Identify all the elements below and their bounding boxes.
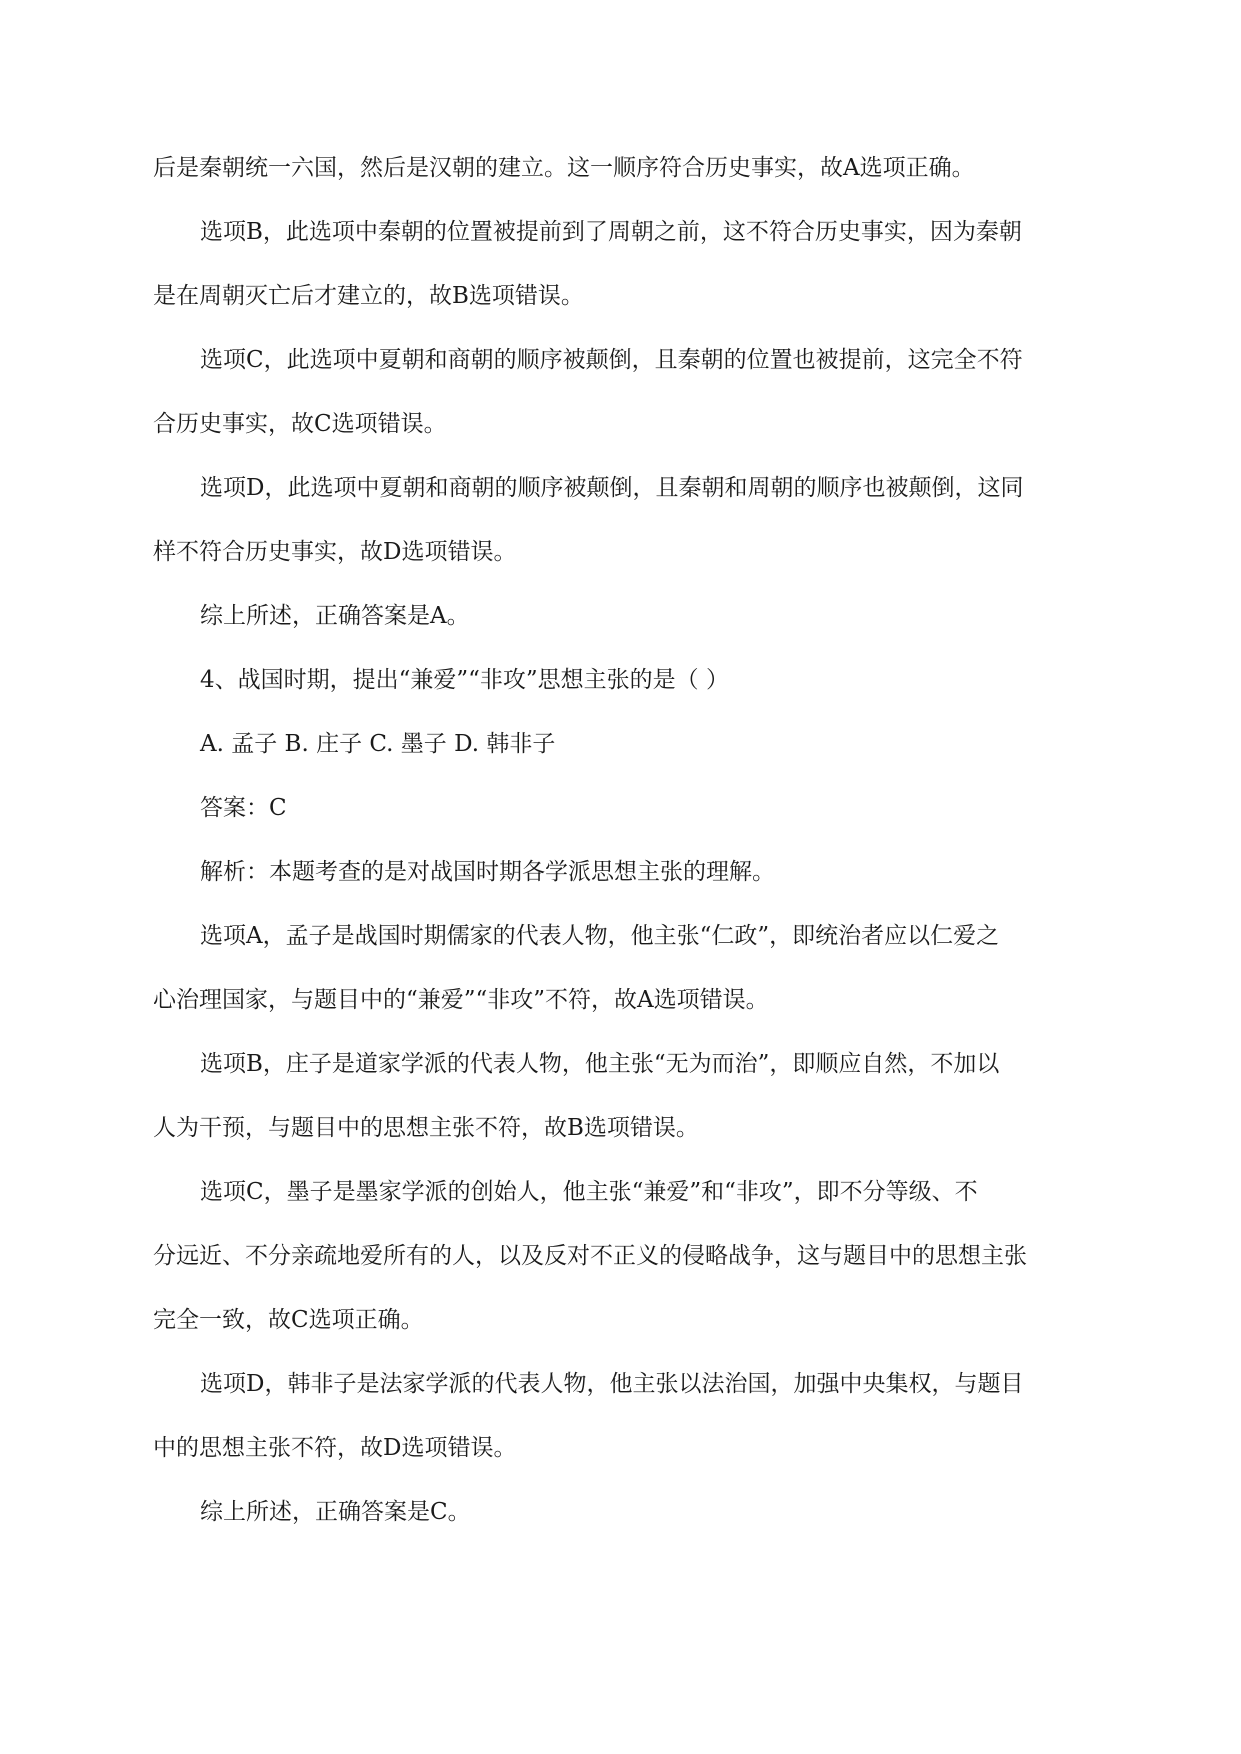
question-4-answer: 答案：C [200, 795, 287, 821]
option-d-analysis-line-2: 样不符合历史事实，故D选项错误。 [153, 539, 517, 565]
continuation-line-a-correct: 后是秦朝统一六国，然后是汉朝的建立。这一顺序符合历史事实，故A选项正确。 [153, 155, 975, 181]
question-4-options: A. 孟子 B. 庄子 C. 墨子 D. 韩非子 [200, 731, 556, 757]
option-d-analysis-line-1: 选项D，此选项中夏朝和商朝的顺序被颠倒，且秦朝和周朝的顺序也被颠倒，这同 [200, 475, 1024, 501]
q4-option-a-analysis-line-1: 选项A，孟子是战国时期儒家的代表人物，他主张“仁政”，即统治者应以仁爱之 [200, 923, 1000, 949]
question-4-analysis-intro: 解析：本题考查的是对战国时期各学派思想主张的理解。 [200, 859, 775, 885]
summary-answer-a: 综上所述，正确答案是A。 [200, 603, 470, 629]
q4-option-c-analysis-line-2: 分远近、不分亲疏地爱所有的人，以及反对不正义的侵略战争，这与题目中的思想主张 [153, 1243, 1027, 1269]
option-c-analysis-line-1: 选项C，此选项中夏朝和商朝的顺序被颠倒，且秦朝的位置也被提前，这完全不符 [200, 347, 1023, 373]
q4-option-d-analysis-line-1: 选项D，韩非子是法家学派的代表人物，他主张以法治国，加强中央集权，与题目 [200, 1371, 1024, 1397]
option-b-analysis-line-2: 是在周朝灭亡后才建立的，故B选项错误。 [153, 283, 584, 309]
q4-option-a-analysis-line-2: 心治理国家，与题目中的“兼爱”“非攻”不符，故A选项错误。 [153, 987, 769, 1013]
q4-option-c-analysis-line-3: 完全一致，故C选项正确。 [153, 1307, 424, 1333]
q4-option-b-analysis-line-1: 选项B，庄子是道家学派的代表人物，他主张“无为而治”，即顺应自然，不加以 [200, 1051, 1000, 1077]
question-4-text: 4、战国时期，提出“兼爱”“非攻”思想主张的是（ ） [200, 667, 729, 693]
option-b-analysis-line-1: 选项B，此选项中秦朝的位置被提前到了周朝之前，这不符合历史事实，因为秦朝 [200, 219, 1022, 245]
summary-answer-c: 综上所述，正确答案是C。 [200, 1499, 471, 1525]
q4-option-b-analysis-line-2: 人为干预，与题目中的思想主张不符，故B选项错误。 [153, 1115, 699, 1141]
option-c-analysis-line-2: 合历史事实，故C选项错误。 [153, 411, 447, 437]
q4-option-c-analysis-line-1: 选项C，墨子是墨家学派的创始人，他主张“兼爱”和“非攻”，即不分等级、不 [200, 1179, 978, 1205]
q4-option-d-analysis-line-2: 中的思想主张不符，故D选项错误。 [153, 1435, 517, 1461]
